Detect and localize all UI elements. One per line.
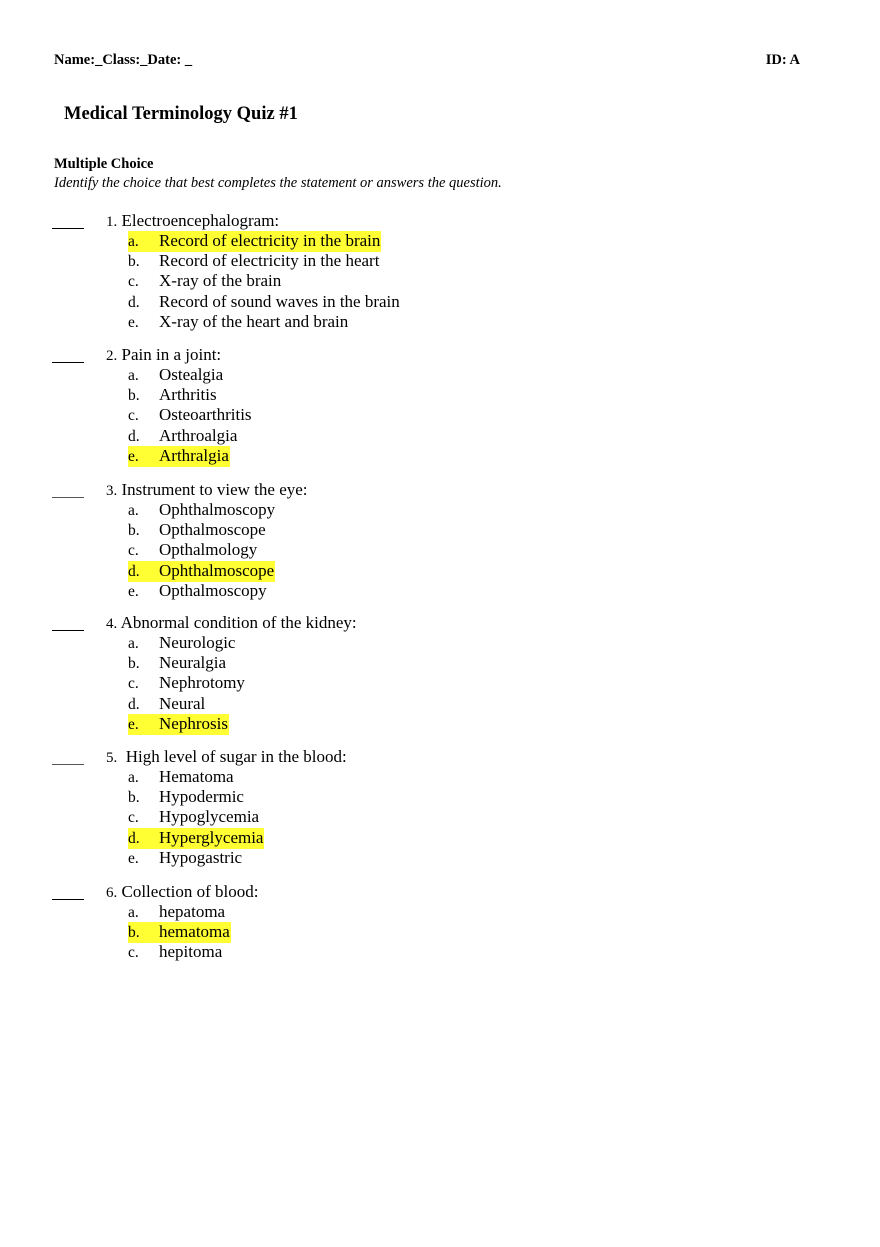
choice-b — [128, 922, 231, 942]
choice-text: X-ray of the heart and brain — [159, 311, 349, 331]
choice-list — [128, 500, 276, 601]
question-stem — [106, 747, 347, 768]
choice-text: X-ray of the brain — [159, 271, 282, 291]
id-label: ID: A — [765, 52, 800, 68]
question-stem — [106, 882, 258, 903]
choice-letter: c. — [128, 809, 139, 827]
choice-letter: d. — [128, 829, 140, 847]
choice-a — [128, 365, 253, 385]
choice-a — [128, 500, 276, 520]
choice-letter: d. — [128, 562, 140, 580]
choice-letter: c. — [128, 944, 139, 962]
choice-b — [128, 787, 264, 807]
choice-text: Record of electricity in the heart — [159, 251, 380, 271]
choice-letter: c. — [128, 542, 139, 560]
question-stem — [106, 345, 221, 366]
question-text: Instrument to view the eye: — [121, 480, 308, 499]
choice-text: Osteoarthritis — [159, 405, 252, 425]
choice-text: Hypoglycemia — [159, 807, 260, 827]
choice-d — [128, 694, 246, 714]
choice-letter: e. — [128, 447, 139, 465]
choice-b — [128, 653, 246, 673]
choice-letter: e. — [128, 849, 139, 867]
choice-c — [128, 673, 246, 693]
answer-blank[interactable] — [52, 345, 84, 363]
choice-letter: e. — [128, 313, 139, 331]
choice-text: Neurologic — [159, 633, 236, 652]
page-title: Medical Terminology Quiz #1 — [64, 104, 298, 124]
choice-text: Hematoma — [159, 767, 234, 786]
choice-text: hepatoma — [159, 902, 226, 921]
choice-text: Ostealgia — [159, 365, 224, 384]
question-number: 2. — [106, 348, 118, 364]
choice-text: hematoma — [159, 922, 230, 942]
choice-text: Record of sound waves in the brain — [159, 291, 400, 311]
choice-a — [128, 902, 231, 922]
name-class-date-line: Name:_Class:_Date: _ — [54, 52, 193, 68]
choice-text: Hypogastric — [159, 847, 243, 867]
choice-b — [128, 520, 276, 540]
question-number: 5. — [106, 750, 118, 766]
choice-text: Record of electricity in the brain — [159, 231, 381, 250]
answer-blank[interactable] — [52, 882, 84, 900]
choice-e — [128, 312, 401, 332]
choice-c — [128, 271, 401, 291]
choice-text: Neural — [159, 693, 206, 713]
choice-a — [128, 231, 401, 251]
choice-text: Arthroalgia — [159, 425, 238, 445]
answer-blank[interactable] — [52, 613, 84, 631]
choice-letter: d. — [128, 293, 140, 311]
choice-letter: a. — [128, 367, 139, 384]
question-stem — [106, 211, 279, 232]
choice-text: hepitoma — [159, 942, 223, 962]
question-number: 1. — [106, 214, 118, 230]
question-number: 4. — [106, 616, 118, 632]
choice-text: Nephrotomy — [159, 673, 245, 693]
section-instructions: Identify the choice that best completes the statement or answers the question. — [54, 175, 502, 191]
choice-letter: d. — [128, 695, 140, 713]
choice-list — [128, 231, 401, 332]
choice-text: Hyperglycemia — [159, 827, 264, 847]
choice-text: Ophthalmoscopy — [159, 500, 276, 519]
choice-letter: a. — [128, 233, 139, 250]
choice-list — [128, 902, 231, 963]
choice-e — [128, 581, 276, 601]
choice-text: Opthalmology — [159, 540, 258, 560]
choice-c — [128, 942, 231, 962]
choice-letter: e. — [128, 582, 139, 600]
question-stem — [106, 480, 308, 501]
choice-text: Opthalmoscope — [159, 520, 266, 540]
question-number: 3. — [106, 483, 118, 499]
choice-list — [128, 767, 264, 868]
choice-b — [128, 385, 253, 405]
choice-letter: c. — [128, 273, 139, 291]
choice-text: Neuralgia — [159, 653, 227, 673]
choice-b — [128, 251, 401, 271]
choice-c — [128, 405, 253, 425]
choice-text: Ophthalmoscope — [159, 560, 275, 580]
choice-text: Hypodermic — [159, 787, 244, 807]
choice-letter: b. — [128, 253, 140, 271]
choice-e — [128, 446, 253, 466]
choice-e — [128, 848, 264, 868]
choice-text: Arthralgia — [159, 445, 229, 465]
choice-list — [128, 365, 253, 466]
choice-text: Arthritis — [159, 385, 217, 405]
question-text: Electroencephalogram: — [121, 211, 280, 230]
choice-text: Opthalmoscopy — [159, 580, 267, 600]
choice-d — [128, 426, 253, 446]
choice-letter: c. — [128, 407, 139, 425]
question-text: Abnormal condition of the kidney: — [120, 613, 357, 632]
choice-letter: e. — [128, 715, 139, 733]
choice-letter: a. — [128, 502, 139, 519]
answer-blank[interactable] — [52, 480, 84, 498]
choice-letter: a. — [128, 635, 139, 652]
choice-list — [128, 633, 246, 734]
choice-letter: b. — [128, 924, 140, 942]
question-stem — [106, 613, 357, 634]
choice-letter: a. — [128, 904, 139, 921]
choice-letter: b. — [128, 655, 140, 673]
choice-letter: c. — [128, 675, 139, 693]
question-text: Pain in a joint: — [121, 345, 222, 364]
answer-blank[interactable] — [52, 747, 84, 765]
choice-letter: b. — [128, 522, 140, 540]
choice-e — [128, 714, 246, 734]
choice-letter: d. — [128, 427, 140, 445]
choice-letter: b. — [128, 387, 140, 405]
section-heading: Multiple Choice — [54, 156, 154, 172]
choice-a — [128, 633, 246, 653]
choice-d — [128, 828, 264, 848]
question-text: High level of sugar in the blood: — [125, 747, 347, 766]
choice-a — [128, 767, 264, 787]
choice-d — [128, 292, 401, 312]
choice-c — [128, 540, 276, 560]
choice-c — [128, 807, 264, 827]
choice-d — [128, 561, 276, 581]
choice-letter: a. — [128, 769, 139, 786]
page-header — [54, 52, 800, 72]
question-number: 6. — [106, 885, 118, 901]
answer-blank[interactable] — [52, 211, 84, 229]
choice-letter: b. — [128, 789, 140, 807]
choice-text: Nephrosis — [159, 713, 228, 733]
question-text: Collection of blood: — [121, 882, 259, 901]
